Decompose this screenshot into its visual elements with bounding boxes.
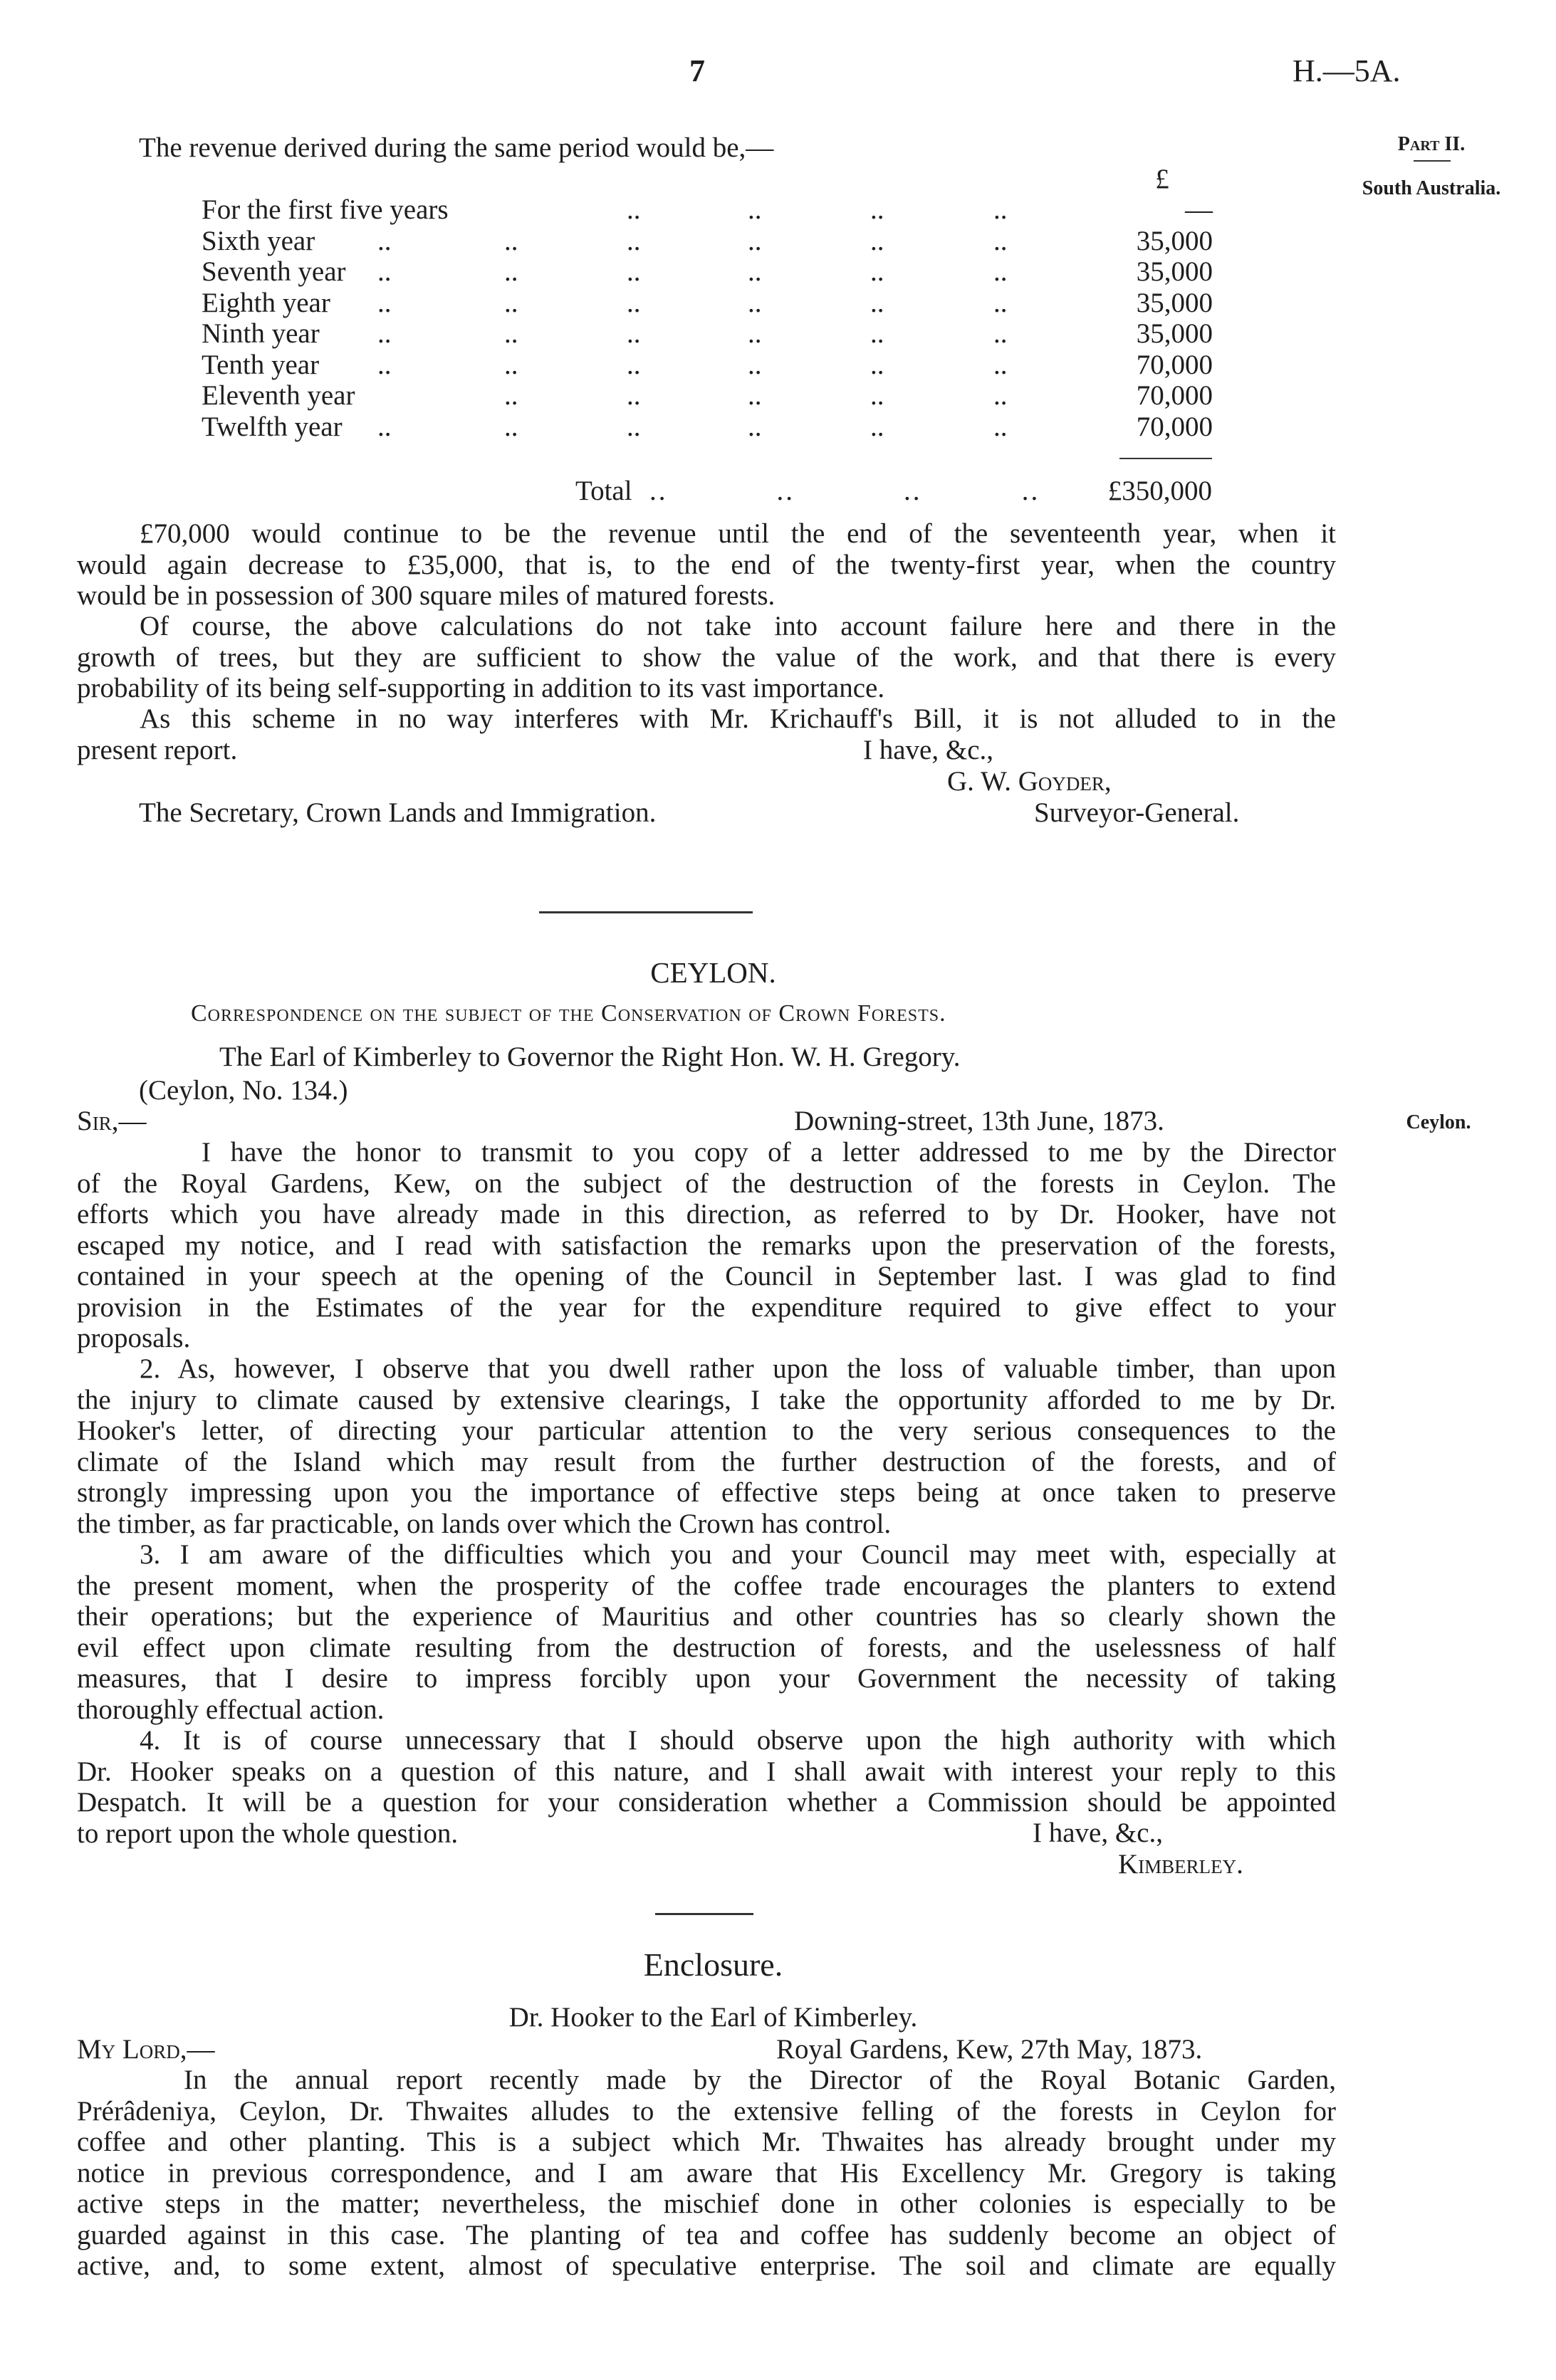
- ceylon-p4-line: to report upon the whole question.: [77, 1818, 459, 1849]
- enclosure-p1-line: Prérâdeniya, Ceylon, Dr. Thwaites alludes to the extensive felling of the forests in Ceylon for: [77, 2095, 1336, 2127]
- ceylon-p2-line: climate of the Island which may result from the further destruction of the forests, and of: [77, 1446, 1336, 1477]
- revenue-row-value: 35,000: [1136, 256, 1213, 287]
- revenue-table-row: Sixth year .. .. .. .. .. .. 35,000: [202, 225, 1213, 256]
- ceylon-p2-line: 2. As, however, I observe that you dwell rather upon the loss of valuable timber, than upon: [140, 1353, 1336, 1384]
- total-value: £350,000: [1107, 476, 1212, 506]
- report-p2-line: Of course, the above calculations do not take into account failure here and there in the: [140, 611, 1336, 641]
- report-p1-line: would be in possession of 300 square miles of matured forests.: [77, 580, 776, 611]
- revenue-row-value: 70,000: [1136, 411, 1213, 442]
- section-divider: [539, 911, 753, 913]
- ceylon-p3-line: the present moment, when the prosperity of the coffee trade encourages the planters to extend: [77, 1570, 1336, 1601]
- ceylon-p2-line: the timber, as far practicable, on lands over which the Crown has control.: [77, 1508, 892, 1539]
- revenue-row-value: 35,000: [1136, 318, 1213, 349]
- enclosure-p1-line: notice in previous correspondence, and I am aware that His Excellency Mr. Gregory is taking: [77, 2157, 1336, 2188]
- enclosure-place-date: Royal Gardens, Kew, 27th May, 1873.: [776, 2034, 1203, 2065]
- ceylon-salutation: Sir,—: [77, 1106, 147, 1136]
- revenue-row-value: 35,000: [1136, 225, 1213, 256]
- ceylon-p2-line: Hooker's letter, of directing your particular attention to the very serious consequences to the: [77, 1415, 1336, 1446]
- ceylon-signer: Kimberley.: [1118, 1849, 1243, 1880]
- ceylon-p2-line: strongly impressing upon you the importance of effective steps being at once taken to preserve: [77, 1477, 1336, 1508]
- revenue-table-row: Eleventh year .. .. .. .. .. 70,000: [202, 380, 1213, 411]
- revenue-row-label: Twelfth year: [202, 411, 343, 442]
- revenue-row-value: 70,000: [1136, 380, 1213, 411]
- report-addressee: The Secretary, Crown Lands and Immigration.: [139, 797, 657, 828]
- ceylon-ref: (Ceylon, No. 134.): [139, 1075, 348, 1106]
- ceylon-p1-line: efforts which you have already made in this direction, as referred to by Dr. Hooker, have not: [77, 1199, 1336, 1230]
- ceylon-p1-line: provision in the Estimates of the year for the expenditure required to give effect to your: [77, 1291, 1336, 1323]
- report-p2-line: probability of its being self-supporting in addition to its vast importance.: [77, 673, 885, 703]
- enclosure-letter-title: Dr. Hooker to the Earl of Kimberley.: [508, 2002, 918, 2033]
- ceylon-letter-title: [219, 1042, 961, 1073]
- page-number: 7: [689, 53, 705, 88]
- ceylon-p2-line: the injury to climate caused by extensive clearings, I take the opportunity afforded to me by Dr.: [77, 1384, 1336, 1415]
- margin-ceylon-label: Ceylon.: [1406, 1111, 1471, 1133]
- revenue-row-label: Sixth year: [202, 225, 315, 256]
- report-p1-line: would again decrease to £35,000, that is, to the end of the twenty-first year, when the country: [77, 549, 1336, 580]
- ceylon-p3-line: thoroughly effectual action.: [77, 1694, 385, 1725]
- ceylon-p3-line: evil effect upon climate resulting from the destruction of forests, and the uselessness of half: [77, 1632, 1336, 1663]
- revenue-table-row: Tenth year .. .. .. .. .. .. 70,000: [202, 349, 1213, 380]
- revenue-intro: The revenue derived during the same period would be,—: [139, 132, 774, 163]
- ceylon-p1-line: I have the honor to transmit to you copy of a letter addressed to me by the Director: [202, 1137, 1336, 1168]
- revenue-row-value: 70,000: [1136, 349, 1213, 380]
- total-rule: [1119, 458, 1212, 459]
- report-p3-line: present report.: [77, 734, 238, 765]
- total-label: Total: [575, 476, 632, 506]
- total-dots: .. .. .. ..: [649, 476, 1040, 506]
- revenue-row-value: —: [1185, 194, 1213, 225]
- ceylon-p1-line: proposals.: [77, 1323, 191, 1353]
- ceylon-heading: CEYLON.: [650, 956, 776, 989]
- revenue-table-row: Ninth year .. .. .. .. .. .. 35,000: [202, 318, 1213, 349]
- revenue-row-label: Eleventh year: [202, 380, 355, 411]
- ceylon-place-date: Downing-street, 13th June, 1873.: [794, 1106, 1164, 1136]
- revenue-row-value: 35,000: [1136, 287, 1213, 318]
- report-p2-line: growth of trees, but they are sufficient to show the value of the work, and that there is every: [77, 641, 1336, 673]
- ceylon-p1-line: contained in your speech at the opening of the Council in September last. I was glad to find: [77, 1261, 1336, 1291]
- revenue-table-row: For the first five years .. .. .. .. —: [202, 194, 1213, 225]
- ceylon-p1-line: escaped my notice, and I read with satisfaction the remarks upon the preservation of the forests,: [77, 1230, 1336, 1261]
- revenue-table-row: Twelfth year .. .. .. .. .. .. 70,000: [202, 411, 1213, 442]
- report-paragraph-2: [77, 611, 1336, 704]
- revenue-row-label: Eighth year: [202, 287, 330, 318]
- ceylon-subheading: Correspondence on the subject of the Conservation of Crown Forests.: [191, 1000, 946, 1027]
- enclosure-salutation: My Lord,—: [77, 2034, 215, 2065]
- report-paragraph-3: [77, 703, 1336, 765]
- report-signer-title: Surveyor-General.: [1034, 797, 1240, 828]
- enclosure-heading: Enclosure.: [643, 1946, 783, 1983]
- revenue-table-row: Eighth year .. .. .. .. .. .. 35,000: [202, 287, 1213, 318]
- report-p1-line: £70,000 would continue to be the revenue until the end of the seventeenth year, when it: [140, 518, 1336, 549]
- revenue-row-label: Seventh year: [202, 256, 346, 287]
- enclosure-p1-line: In the annual report recently made by the Director of the Royal Botanic Garden,: [184, 2065, 1336, 2095]
- currency-symbol: £: [1155, 164, 1169, 194]
- margin-region-label: South Australia.: [1362, 177, 1501, 199]
- enclosure-p1-line: coffee and other planting. This is a subject which Mr. Thwaites has already brought under my: [77, 2127, 1336, 2157]
- ceylon-closing: I have, &c.,: [1033, 1818, 1164, 1848]
- ceylon-p3-line: 3. I am aware of the difficulties which you and your Council may meet with, especially at: [140, 1539, 1336, 1570]
- document-reference: H.—5A.: [1293, 53, 1401, 88]
- report-signer: G. W. Goyder,: [947, 766, 1112, 797]
- revenue-row-label: Tenth year: [202, 349, 320, 380]
- report-p3-line: As this scheme in no way interferes with Mr. Krichauff's Bill, it is not alluded to in the: [140, 703, 1336, 734]
- ceylon-p4-line: 4. It is of course unnecessary that I should observe upon the high authority with which: [140, 1725, 1336, 1756]
- report-closing: I have, &c.,: [863, 735, 994, 765]
- ceylon-p4-line: Despatch. It will be a question for your consideration whether a Commission should be appointed: [77, 1787, 1336, 1818]
- enclosure-p1-line: guarded against in this case. The planting of tea and coffee has suddenly become an object of: [77, 2219, 1336, 2250]
- ceylon-p1-line: of the Royal Gardens, Kew, on the subject of the destruction of the forests in Ceylon. The: [77, 1168, 1336, 1199]
- ceylon-p4-line: Dr. Hooker speaks on a question of this nature, and I shall await with interest your reply to this: [77, 1756, 1336, 1787]
- ceylon-paragraph-3: [77, 1539, 1336, 1725]
- revenue-table-row: Seventh year .. .. .. .. .. .. 35,000: [202, 256, 1213, 287]
- report-paragraph-1: [77, 518, 1336, 612]
- revenue-row-label: Ninth year: [202, 318, 320, 349]
- enclosure-divider: [655, 1913, 753, 1915]
- ceylon-paragraph-1: [77, 1137, 1336, 1354]
- ceylon-p3-line: their operations; but the experience of Mauritius and other countries has so clearly shown the: [77, 1601, 1336, 1632]
- ceylon-paragraph-2: [77, 1353, 1336, 1539]
- ceylon-letter-title-text: The Earl of Kimberley to Governor the Right Hon. W. H. Gregory.: [219, 1042, 961, 1072]
- enclosure-p1-line: active, and, to some extent, almost of speculative enterprise. The soil and climate are equally: [77, 2250, 1336, 2281]
- ceylon-p3-line: measures, that I desire to impress forcibly upon your Government the necessity of taking: [77, 1663, 1336, 1694]
- margin-part-rule: [1414, 160, 1451, 162]
- margin-part-label: Part II.: [1397, 133, 1466, 155]
- revenue-row-label: For the first five years: [202, 194, 449, 225]
- enclosure-paragraph-1: [77, 2065, 1336, 2282]
- enclosure-p1-line: active steps in the matter; nevertheless, the mischief done in other colonies is especially to be: [77, 2188, 1336, 2219]
